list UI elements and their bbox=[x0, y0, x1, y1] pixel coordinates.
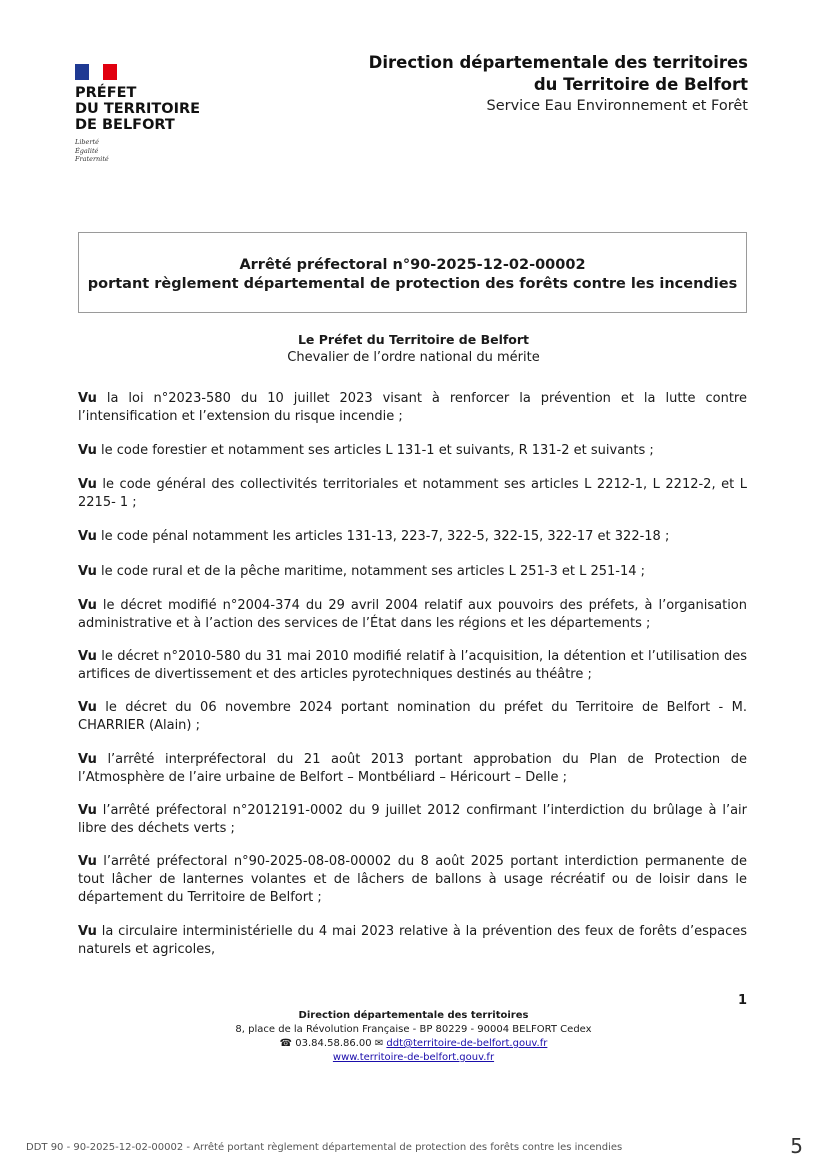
bundle-page-number: 5 bbox=[790, 1134, 803, 1158]
document-reference: DDT 90 - 90-2025-12-02-00002 - Arrêté portant règlement départemental de protection des forêts contre les incendies bbox=[26, 1142, 623, 1153]
visa-paragraph bbox=[78, 476, 747, 512]
republic-motto bbox=[75, 138, 215, 164]
footer-email-link[interactable]: ddt@territoire-de-belfort.gouv.fr bbox=[386, 1038, 548, 1049]
page-number: 1 bbox=[737, 993, 747, 1008]
motto-line: Fraternité bbox=[75, 155, 109, 163]
visa-paragraph bbox=[78, 390, 747, 426]
visa-label: Vu bbox=[78, 598, 97, 613]
french-flag-icon bbox=[75, 64, 117, 80]
header-line-3: Service Eau Environnement et Forêt bbox=[486, 98, 748, 114]
motto-line: Égalité bbox=[75, 146, 99, 155]
envelope-icon: ✉ bbox=[374, 1038, 384, 1049]
visa-paragraph bbox=[78, 923, 747, 959]
header-line-2: du Territoire de Belfort bbox=[533, 75, 748, 94]
decree-title-box bbox=[78, 232, 747, 313]
visa-paragraph bbox=[78, 442, 747, 460]
visa-label: Vu bbox=[78, 443, 97, 458]
phone-icon: ☎ bbox=[279, 1038, 293, 1049]
logo-line: DE BELFORT bbox=[75, 117, 175, 133]
visa-paragraph bbox=[78, 853, 747, 907]
visa-paragraph bbox=[78, 802, 747, 838]
visa-text: la circulaire interministérielle du 4 mai 2023 relative à la prévention des feux de forêts d’espaces naturels et agricoles, bbox=[78, 924, 747, 957]
visa-label: Vu bbox=[78, 803, 97, 818]
visa-text: le code rural et de la pêche maritime, notamment ses articles L 251-3 et L 251-14 ; bbox=[101, 564, 646, 579]
prefet-logo-text bbox=[75, 85, 215, 133]
visa-text: la loi n°2023-580 du 10 juillet 2023 visant à renforcer la prévention et la lutte contre l’intensification et l’extension du risque incendie ; bbox=[78, 391, 747, 424]
marianne-logo bbox=[75, 64, 215, 164]
visa-paragraph bbox=[78, 751, 747, 787]
visa-label: Vu bbox=[78, 924, 97, 939]
issuing-service-header bbox=[369, 52, 748, 116]
visa-label: Vu bbox=[78, 564, 97, 579]
motto-line: Liberté bbox=[75, 138, 99, 146]
footer-org: Direction départementale des territoires bbox=[298, 1010, 529, 1021]
visa-label: Vu bbox=[78, 391, 97, 406]
visa-paragraph bbox=[78, 648, 747, 684]
footer-address: 8, place de la Révolution Française - BP 80229 - 90004 BELFORT Cedex bbox=[235, 1024, 592, 1035]
visa-text: le code général des collectivités territoriales et notamment ses articles L 2212-1, L 2212-2, et L 2215- 1 ; bbox=[78, 477, 747, 510]
visa-text: l’arrêté préfectoral n°90-2025-08-08-00002 du 8 août 2025 portant interdiction permanente de tout lâcher de lanternes volantes et de lâchers de ballons à usage récréatif ou de loisir dans le département du Territoire de Belfort ; bbox=[78, 854, 747, 905]
logo-line: PRÉFET bbox=[75, 85, 137, 101]
footer-website-link[interactable]: www.territoire-de-belfort.gouv.fr bbox=[332, 1052, 495, 1063]
visa-label: Vu bbox=[78, 752, 97, 767]
visa-text: le décret n°2010-580 du 31 mai 2010 modifié relatif à l’acquisition, la détention et l’utilisation des artifices de divertissement et des articles pyrotechniques destinés au théâtre ; bbox=[78, 649, 747, 682]
visa-label: Vu bbox=[78, 529, 97, 544]
signer-name: Le Préfet du Territoire de Belfort bbox=[297, 332, 530, 347]
footer bbox=[0, 1009, 827, 1065]
visa-text: l’arrêté préfectoral n°2012191-0002 du 9 juillet 2012 confirmant l’interdiction du brûlage à l’air libre des déchets verts ; bbox=[78, 803, 748, 836]
visa-label: Vu bbox=[78, 700, 97, 715]
footer-contact bbox=[0, 1037, 827, 1051]
decree-subject: portant règlement départemental de protection des forêts contre les incendies bbox=[87, 276, 738, 292]
signer-title: Chevalier de l’ordre national du mérite bbox=[287, 350, 540, 365]
visa-paragraph bbox=[78, 528, 747, 546]
visa-text: l’arrêté interpréfectoral du 21 août 2013 portant approbation du Plan de Protection de l’Atmosphère de l’aire urbaine de Belfort – Montbéliard – Héricourt – Delle ; bbox=[78, 752, 747, 785]
visa-paragraph bbox=[78, 563, 747, 581]
visa-paragraph bbox=[78, 699, 747, 735]
footer-phone: 03.84.58.86.00 bbox=[295, 1038, 372, 1049]
visa-text: le décret du 06 novembre 2024 portant nomination du préfet du Territoire de Belfort - M. CHARRIER (Alain) ; bbox=[78, 700, 747, 733]
visa-label: Vu bbox=[78, 854, 97, 869]
signer-block bbox=[0, 331, 827, 367]
header-line-1: Direction départementale des territoires bbox=[368, 53, 748, 72]
visa-label: Vu bbox=[78, 477, 97, 492]
visa-text: le code pénal notamment les articles 131-13, 223-7, 322-5, 322-15, 322-17 et 322-18 ; bbox=[101, 529, 670, 544]
visa-text: le décret modifié n°2004-374 du 29 avril 2004 relatif aux pouvoirs des préfets, à l’organisation administrative et à l’action des services de l’État dans les régions et les départements ; bbox=[78, 598, 747, 631]
decree-number: Arrêté préfectoral n°90-2025-12-02-00002 bbox=[239, 257, 586, 273]
visa-text: le code forestier et notamment ses articles L 131-1 et suivants, R 131-2 et suivants ; bbox=[101, 443, 654, 458]
visa-paragraph bbox=[78, 597, 747, 633]
logo-line: DU TERRITOIRE bbox=[75, 101, 201, 117]
visa-label: Vu bbox=[78, 649, 97, 664]
